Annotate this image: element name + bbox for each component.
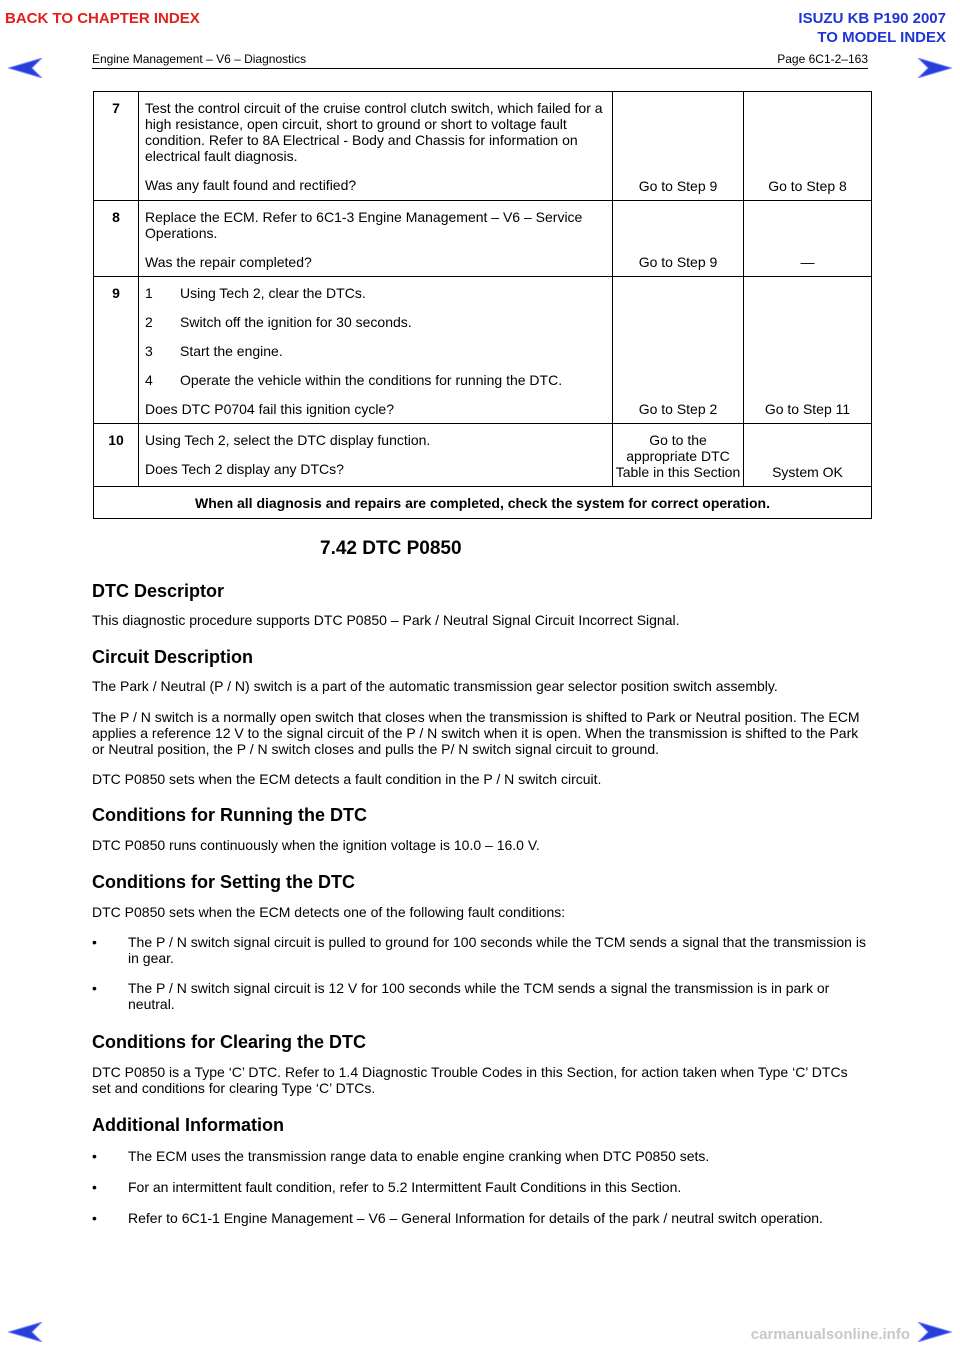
next-page-arrow-icon[interactable] bbox=[916, 58, 952, 78]
to-model-index-link[interactable]: TO MODEL INDEX bbox=[817, 29, 946, 46]
yes-result: Go to Step 9 bbox=[613, 92, 744, 201]
setting-conditions-section bbox=[92, 871, 868, 1012]
dtc-descriptor-section bbox=[92, 580, 868, 628]
no-result: System OK bbox=[744, 424, 872, 487]
table-row bbox=[94, 277, 872, 424]
bullet-icon: • bbox=[92, 1179, 97, 1195]
paragraph: The P / N switch is a normally open switch that closes when the transmission is shifted to Park or Neutral position. The ECM applies a reference 12 V to the signal circuit of the P / N switch when it is open. When the transmission is shifted to the Park or Neutral position, the P / N switch closes and pulls the P/ N switch signal circuit to ground. bbox=[92, 709, 860, 757]
next-page-arrow-icon-bottom[interactable] bbox=[916, 1322, 952, 1342]
clearing-conditions-section bbox=[92, 1031, 868, 1096]
table-row bbox=[94, 424, 872, 487]
section-heading: Conditions for Clearing the DTC bbox=[92, 1032, 366, 1052]
table-row bbox=[94, 92, 872, 201]
section-heading: Conditions for Running the DTC bbox=[92, 805, 367, 825]
list-item: • For an intermittent fault condition, refer to 5.2 Intermittent Fault Conditions in this Section. bbox=[92, 1179, 682, 1195]
step-number: 10 bbox=[94, 424, 139, 487]
model-title: ISUZU KB P190 2007 bbox=[798, 10, 946, 27]
table-row bbox=[94, 201, 872, 277]
step-action: Using Tech 2, select the DTC display function. Does Tech 2 display any DTCs? bbox=[139, 424, 613, 487]
paragraph: DTC P0850 sets when the ECM detects one of the following fault conditions: bbox=[92, 904, 566, 920]
step-number: 9 bbox=[94, 277, 139, 424]
list-item: • The P / N switch signal circuit is pulled to ground for 100 seconds while the TCM sends a signal that the transmission is in gear. bbox=[92, 934, 866, 966]
list-item: • The ECM uses the transmission range data to enable engine cranking when DTC P0850 sets. bbox=[92, 1148, 710, 1164]
paragraph: DTC P0850 sets when the ECM detects a fault condition in the P / N switch circuit. bbox=[92, 771, 602, 787]
paragraph: DTC P0850 is a Type ‘C’ DTC. Refer to 1.4 Diagnostic Trouble Codes in this Section, for action taken when Type ‘C’ DTCs set and conditions for clearing Type ‘C’ DTCs. bbox=[92, 1064, 848, 1096]
step-number: 7 bbox=[94, 92, 139, 201]
prev-page-arrow-icon-bottom[interactable] bbox=[8, 1322, 44, 1342]
section-title: 7.42 DTC P0850 bbox=[320, 538, 462, 559]
bullet-icon: • bbox=[92, 934, 97, 950]
yes-result: Go to the appropriate DTC Table in this Section bbox=[613, 424, 744, 487]
page-header-title: Engine Management – V6 – Diagnostics bbox=[92, 52, 307, 66]
no-result: Go to Step 8 bbox=[744, 92, 872, 201]
step-action: 1 Using Tech 2, clear the DTCs. 2 Switch off the ignition for 30 seconds. 3 Start the engine. 4 Operate the vehicle within the conditions for running the DTC. Does DTC P0704 fail this ignition cycle? bbox=[139, 277, 613, 424]
running-conditions-section bbox=[92, 804, 868, 853]
list-item: • The P / N switch signal circuit is 12 V for 100 seconds while the TCM sends a signal the transmission is in park or neutral. bbox=[92, 980, 830, 1012]
diagnostic-table bbox=[93, 91, 872, 519]
bullet-icon: • bbox=[92, 1148, 97, 1164]
yes-result: Go to Step 9 bbox=[613, 201, 744, 277]
no-result: — bbox=[744, 201, 872, 277]
watermark: carmanualsonline.info bbox=[750, 1326, 910, 1343]
additional-information-section bbox=[92, 1114, 868, 1226]
paragraph: The Park / Neutral (P / N) switch is a part of the automatic transmission gear selector position switch assembly. bbox=[92, 678, 778, 694]
list-item: • Refer to 6C1-1 Engine Management – V6 – General Information for details of the park / neutral switch operation. bbox=[92, 1210, 823, 1226]
back-to-chapter-index-link[interactable]: BACK TO CHAPTER INDEX bbox=[5, 10, 200, 27]
step-action: Test the control circuit of the cruise control clutch switch, which failed for a high resistance, open circuit, short to ground or short to voltage fault condition. Refer to 8A Electrical - Body and Chassis for information on electrical fault diagnosis. Was any fault found and rectified? bbox=[139, 92, 613, 201]
table-row bbox=[94, 487, 872, 519]
page-number: Page 6C1-2–163 bbox=[777, 52, 868, 66]
paragraph: DTC P0850 runs continuously when the ignition voltage is 10.0 – 16.0 V. bbox=[92, 837, 540, 853]
section-heading: Circuit Description bbox=[92, 647, 254, 667]
step-action: Replace the ECM. Refer to 6C1-3 Engine Management – V6 – Service Operations. Was the repair completed? bbox=[139, 201, 613, 277]
header-divider bbox=[92, 68, 868, 69]
final-check-note: When all diagnosis and repairs are completed, check the system for correct operation. bbox=[94, 487, 872, 519]
paragraph: This diagnostic procedure supports DTC P0850 – Park / Neutral Signal Circuit Incorrect Signal. bbox=[92, 612, 680, 628]
section-heading: Conditions for Setting the DTC bbox=[92, 872, 355, 892]
step-number: 8 bbox=[94, 201, 139, 277]
prev-page-arrow-icon[interactable] bbox=[8, 58, 44, 78]
bullet-icon: • bbox=[92, 980, 97, 996]
section-heading: Additional Information bbox=[92, 1115, 284, 1135]
circuit-description-section bbox=[92, 646, 868, 787]
no-result: Go to Step 11 bbox=[744, 277, 872, 424]
yes-result: Go to Step 2 bbox=[613, 277, 744, 424]
bullet-icon: • bbox=[92, 1210, 97, 1226]
section-heading: DTC Descriptor bbox=[92, 581, 225, 601]
